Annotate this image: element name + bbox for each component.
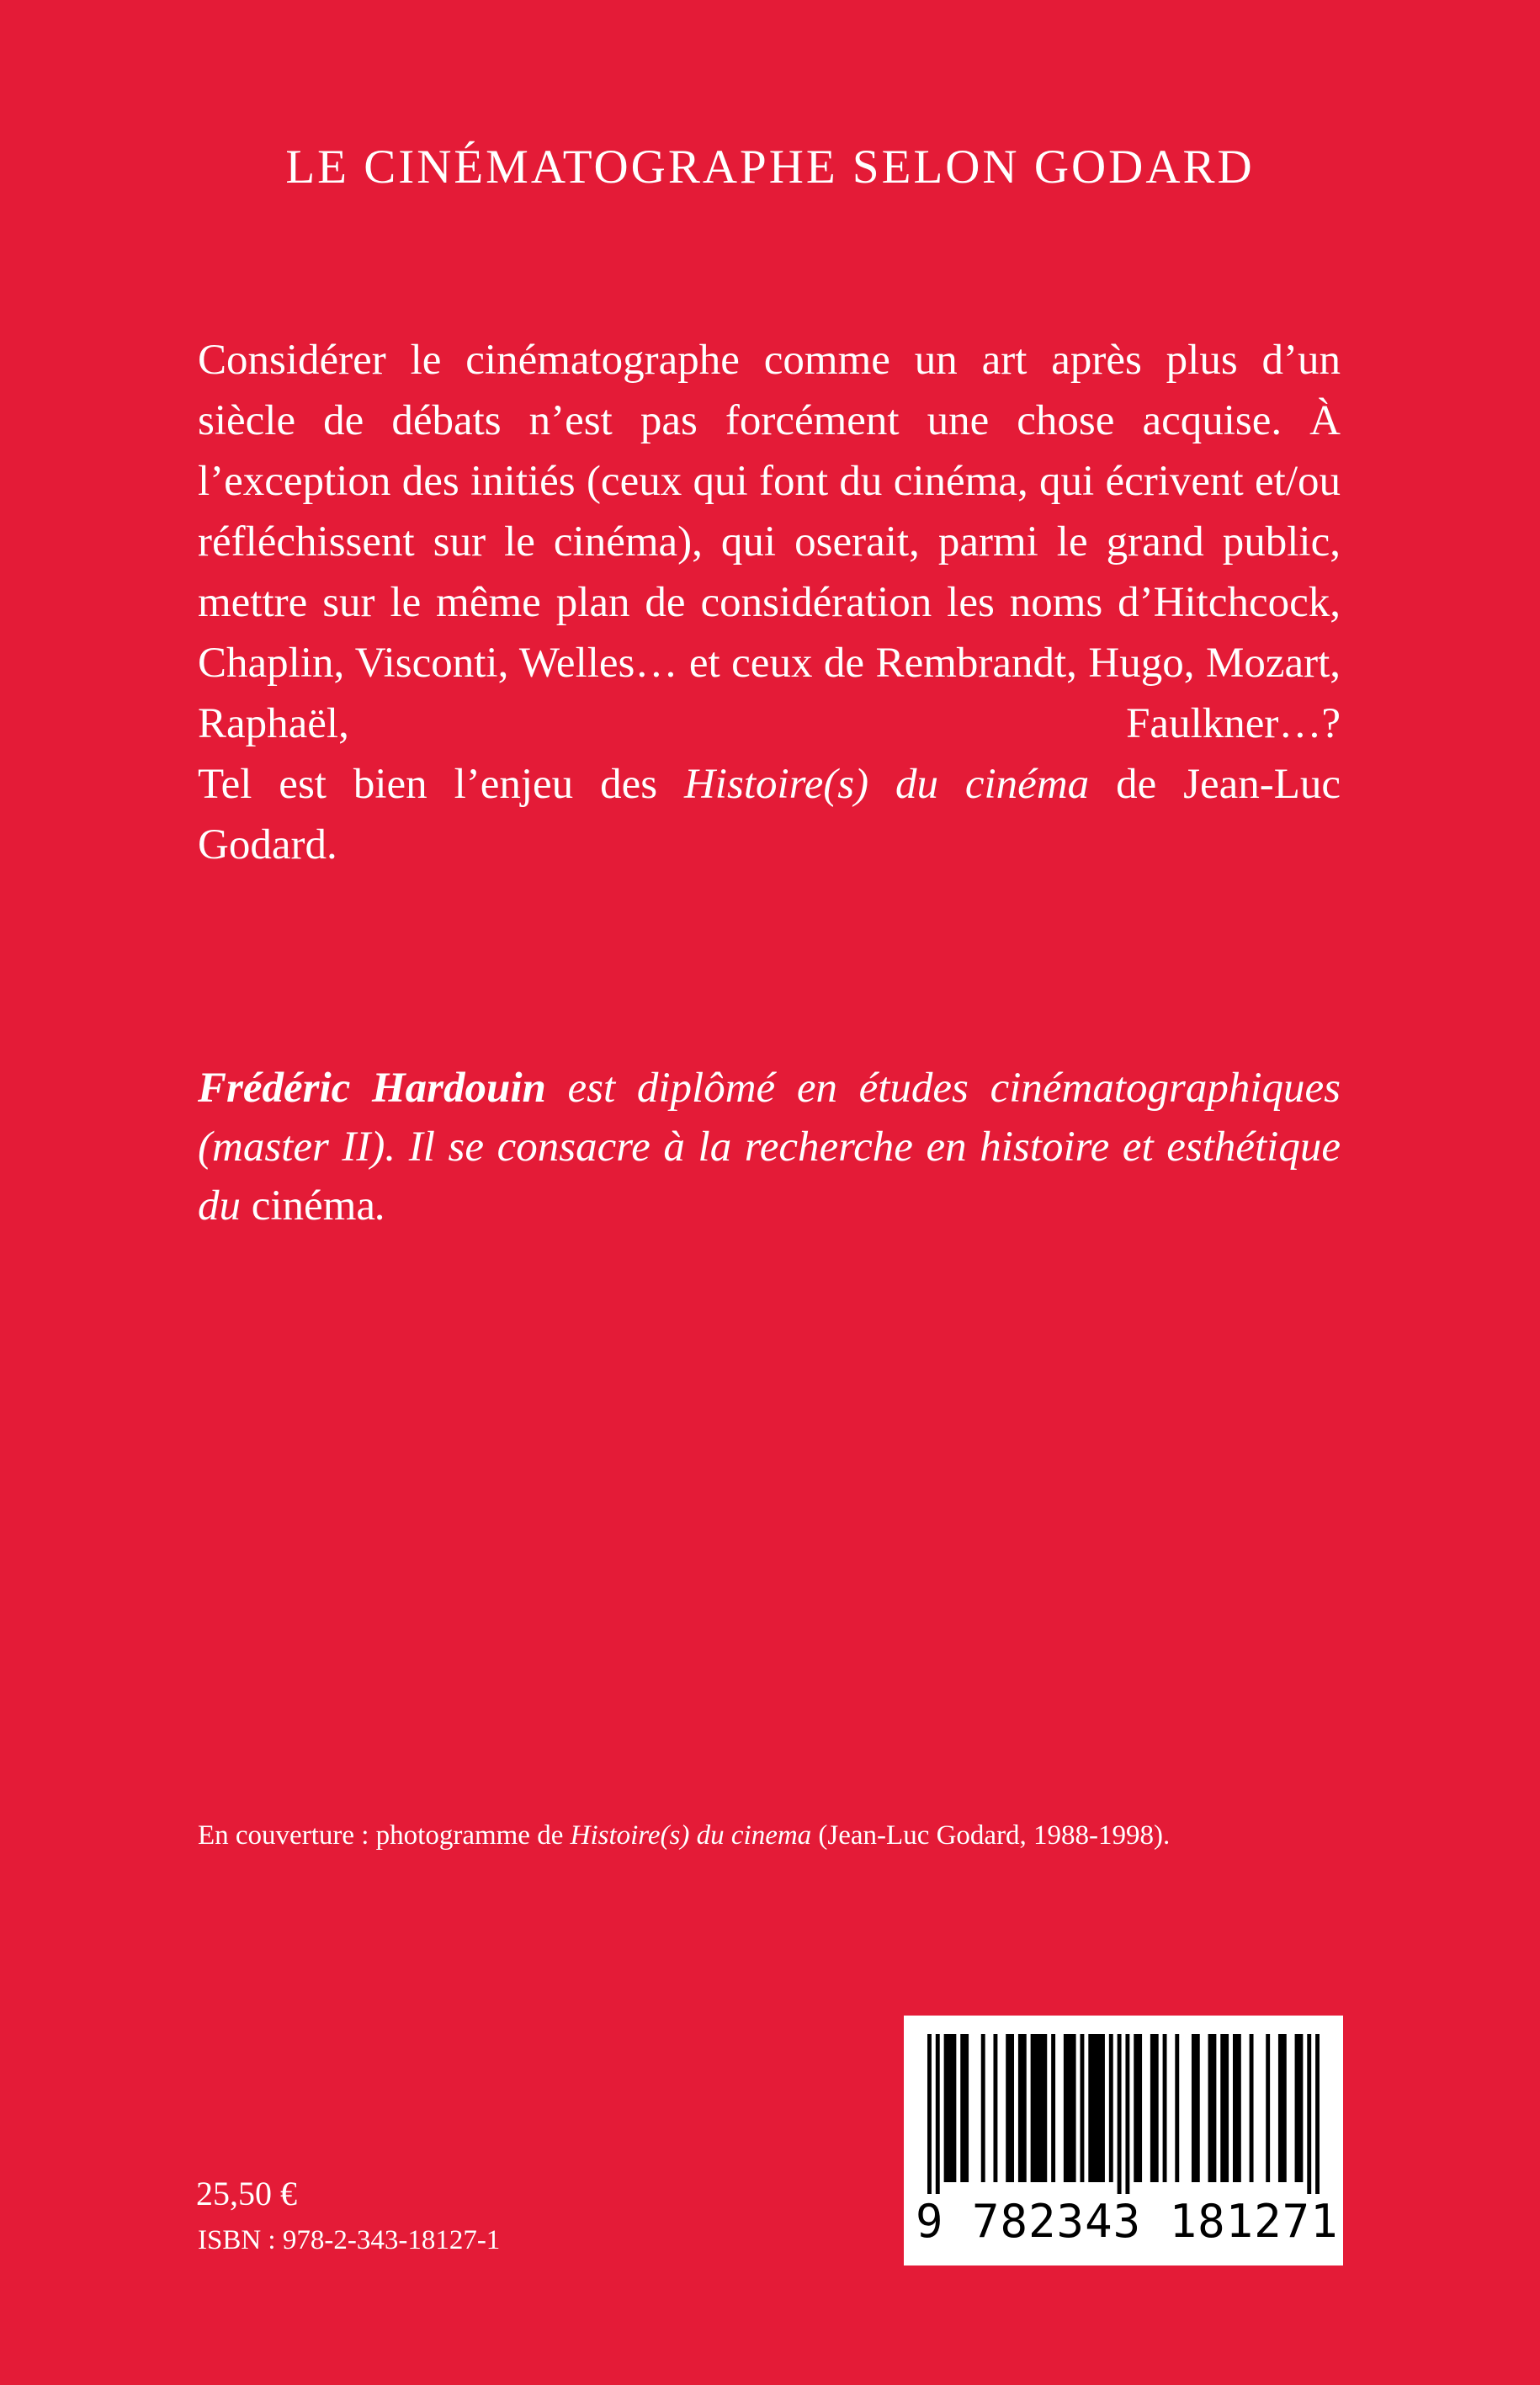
barcode-bar: [1088, 2034, 1105, 2182]
bio-text: est diplômé en études cinématographiques (master II). Il se consacre à la recherche en histoire et esthétique du: [198, 1065, 1341, 1230]
book-summary: [198, 330, 1341, 875]
barcode-bar: [1150, 2034, 1159, 2182]
cover-credit: [198, 1819, 1170, 1853]
work-title: Histoire(s) du cinéma: [683, 761, 1090, 808]
summary-paragraph-1: Considérer le cinématographe comme un art après plus d’un siècle de débats n’est pas forcément une chose acquise. À l’exception des initiés (ceux qui font du cinéma, qui écrivent et/ou réfléchissent sur le cinéma), qui oserait, parmi le grand public, mettre sur le même plan de considération les noms d’Hitchcock, Chaplin, Visconti, Welles… et ceux de Rembrandt, Hugo, Mozart, Raphaël, Faulkner…?: [198, 337, 1341, 747]
barcode-bar: [1315, 2034, 1320, 2194]
barcode-bar: [944, 2034, 957, 2182]
barcode-digits: 9 782343 181271: [916, 2195, 1339, 2248]
price: 25,50 €: [196, 2175, 297, 2212]
credit-work-title: Histoire(s) du cinema: [570, 1820, 812, 1851]
summary-paragraph-2: [198, 754, 1341, 875]
barcode-bar: [1250, 2034, 1254, 2182]
barcode-bar: [1109, 2034, 1113, 2182]
author-bio: [198, 1059, 1341, 1235]
book-title: LE CINÉMATOGRAPHE SELON GODARD: [285, 141, 1255, 194]
bio-text: .: [375, 1182, 386, 1230]
summary-text: Tel est bien l’enjeu des: [198, 761, 684, 808]
barcode-bars: [927, 2034, 1320, 2194]
credit-text: En couverture : photogramme de: [198, 1820, 571, 1851]
bio-emphasis: cinéma: [251, 1182, 375, 1230]
barcode-bar: [1192, 2034, 1200, 2182]
barcode-bar: [927, 2034, 932, 2194]
barcode-bar: [1233, 2034, 1241, 2182]
barcode-bar: [1295, 2034, 1304, 2182]
isbn: ISBN : 978-2-343-18127-1: [198, 2225, 501, 2255]
barcode-bar: [1163, 2034, 1167, 2182]
barcode-bar: [1278, 2034, 1287, 2182]
barcode-bar: [1006, 2034, 1014, 2182]
barcode-bar: [1051, 2034, 1055, 2182]
barcode-bar: [1208, 2034, 1217, 2182]
barcode: [904, 2016, 1343, 2265]
barcode-bar: [1118, 2034, 1122, 2194]
summary-text: de Jean-Luc Godard.: [198, 761, 1341, 868]
barcode-bar: [1125, 2034, 1129, 2194]
credit-text: (Jean-Luc Godard, 1988-1998).: [811, 1820, 1171, 1851]
barcode-bar: [936, 2034, 940, 2194]
barcode-bar: [1031, 2034, 1048, 2182]
barcode-bar: [1018, 2034, 1027, 2182]
barcode-bar: [993, 2034, 997, 2182]
barcode-bar: [1266, 2034, 1270, 2182]
barcode-bar: [1220, 2034, 1229, 2182]
barcode-bar: [981, 2034, 985, 2182]
barcode-bar: [1307, 2034, 1311, 2194]
barcode-bar: [1064, 2034, 1076, 2182]
author-name: Frédéric Hardouin: [198, 1065, 546, 1112]
barcode-bar: [1080, 2034, 1084, 2182]
barcode-bar: [960, 2034, 969, 2182]
barcode-bar: [1134, 2034, 1142, 2182]
barcode-bar: [1175, 2034, 1179, 2182]
